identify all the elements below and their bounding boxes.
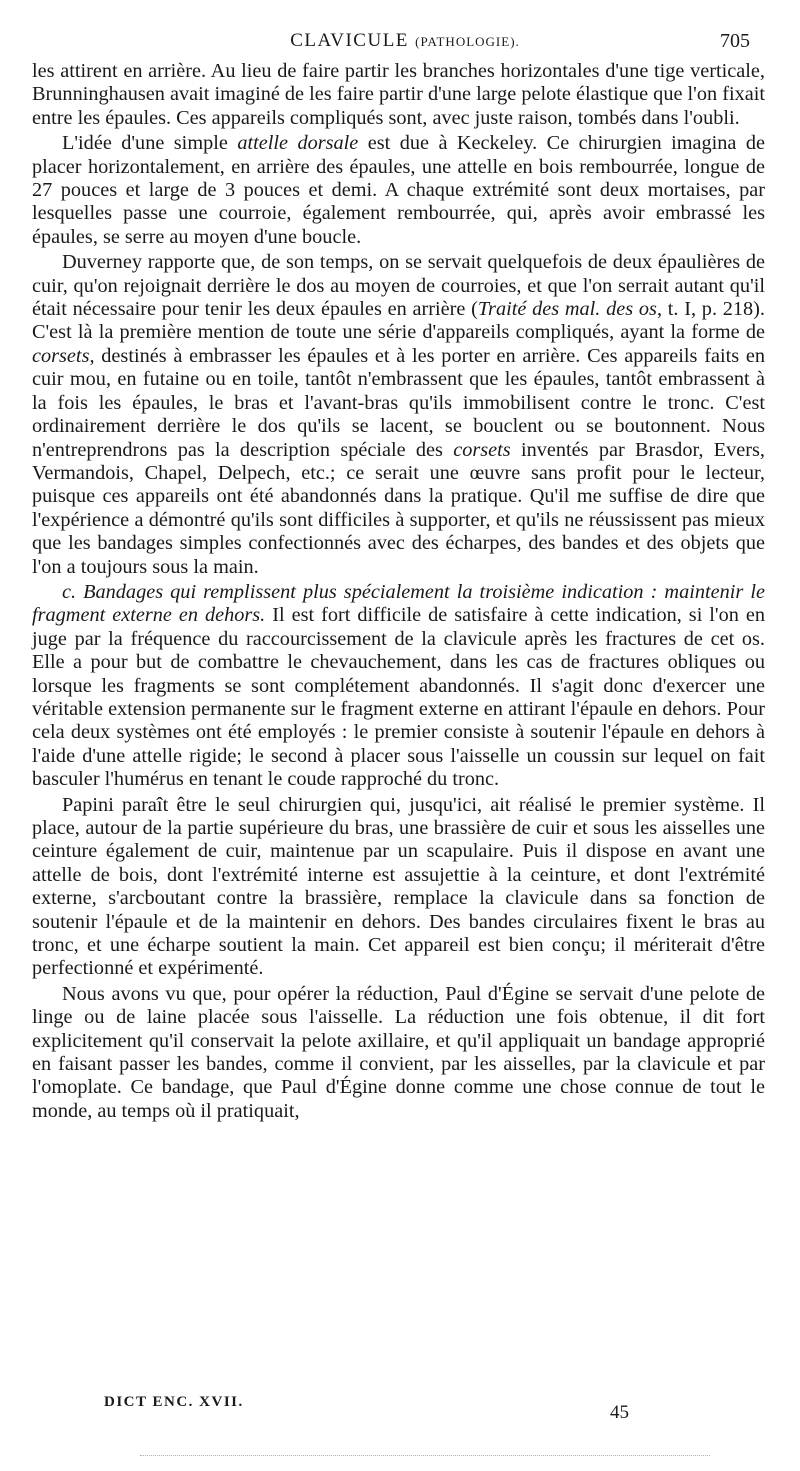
italic-run: corsets	[453, 438, 511, 461]
paragraph: Nous avons vu que, pour opérer la réduction, Paul d'Égine se servait d'une pelote de linge ou de laine placée sous l'aisselle. La réduction une fois obtenue, il dit fort explicitement qu'il conservait la pelote axillaire, et qu'il appliquait un bandage approprié en faisant passer les bandes, comme il convient, par les aisselles, par la clavicule et par l'omoplate. Ce bandage, que Paul d'Égine donne comme une chose connue de tout le monde, au temps où il pratiquait,	[32, 982, 765, 1122]
bottom-rule	[140, 1455, 710, 1456]
paragraph: Duverney rapporte que, de son temps, on se servait quelquefois de deux épaulières de cuir, qu'on rejoignait derrière le dos au moyen de courroies, et que l'on serrait autant qu'il était nécessaire pour tenir les deux épaules en arrière (Traité des mal. des os, t. I, p. 218). C'est là la première mention de toute une série d'appareils compliqués, ayant la forme de corsets, destinés à embrasser les épaules et à les porter en arrière. Ces appareils faits en cuir mou, en futaine ou en toile, tantôt n'embrassent que les épaules, tantôt embrassent à la fois les épaules, le bras et l'avant-bras qu'ils immobilisent contre le tronc. C'est ordinairement derrière le dos qu'ils se lacent, se bouclent ou se boutonnent. Nous n'entreprendrons pas la description spéciale des corsets inventés par Brasdor, Evers, Vermandois, Chapel, Delpech, etc.; ce serait une œuvre sans profit pour le lecteur, puisque ces appareils ont été abandonnés dans la pratique. Qu'il me suffise de dire que l'expérience a démontré qu'ils sont difficiles à supporter, et qu'ils ne réussissent pas mieux que les bandages simples confectionnés avec des écharpes, des bandes et des objets que l'on a toujours sous la main.	[32, 251, 766, 578]
paragraph: Papini paraît être le seul chirurgien qui, jusqu'ici, ait réalisé le premier système. Il place, autour de la partie supérieure du bras, une brassière de cuir et sous les aisselles une ceinture également de cuir, maintenue par un scapulaire. Puis il dispose en avant une attelle de bois, dont l'extrémité interne est assujettie à la ceinture, et dont l'extrémité externe, s'arcboutant contre la brassière, remplace la clavicule dans sa fonction de soutenir l'épaule et de la maintenir en dehors. Des bandes circulaires fixent le bras au tronc, et une écharpe soutient la main. Cet appareil est bien conçu; il mériterait d'être perfectionné et expérimenté.	[32, 793, 765, 980]
paragraph: c. Bandages qui remplissent plus spécialement la troisième indication : maintenir le fragment externe en dehors. Il est fort difficile de satisfaire à cette indication, si l'on en juge par la fréquence du raccourcissement de la clavicule après les fractures de cet os. Elle a pour but de combattre le chevauchement, dans les cas de fractures obliques ou lorsque les fragments se sont complétement abandonnés. Il s'agit donc d'exercer une véritable extension permanente sur le fragment externe en attirant l'épaule en dehors. Pour cela deux systèmes ont été employés : le premier consiste à soutenir l'épaule en dehors à l'aide d'une attelle rigide; le second à placer sous l'aisselle un coussin sur lequel on fait basculer l'humérus en tenant le coude rapproché du tronc.	[32, 580, 765, 791]
running-head-title: CLAVICULE	[290, 30, 409, 51]
running-head	[60, 30, 750, 52]
italic-run: attelle dorsale	[237, 132, 359, 155]
paragraph: les attirent en arrière. Au lieu de faire partir les branches horizontales d'une tige verticale, Brunninghausen avait imaginé de les faire partir d'une large pelote élastique que l'on fixait entre les épaules. Ces appareils compliqués sont, avec juste raison, tombés dans l'oubli.	[32, 60, 765, 129]
printer-signature: DICT ENC. XVII.	[104, 1394, 244, 1410]
page-footer	[0, 1392, 800, 1432]
running-head-subtitle: (PATHOLOGIE).	[415, 34, 520, 49]
italic-run: corsets	[32, 344, 90, 367]
italic-run: Traité des mal. des os	[477, 298, 657, 321]
page-header	[60, 28, 750, 58]
body-text	[32, 60, 765, 1125]
sheet-number: 45	[610, 1402, 629, 1423]
paragraph: L'idée d'une simple attelle dorsale est due à Keckeley. Ce chirurgien imagina de placer horizontalement, en arrière des épaules, une attelle en bois rembourrée, longue de 27 pouces et large de 3 pouces et demi. A chaque extrémité sont deux mortaises, par lesquelles passe une courroie, également rembourrée, qui, après avoir embrassé les épaules, se serre au moyen d'une boucle.	[32, 132, 765, 248]
italic-run: c. Bandages qui remplissent plus spécialement la troisième indication : maintenir le fragment externe en dehors.	[32, 580, 765, 627]
page-number: 705	[720, 30, 750, 52]
